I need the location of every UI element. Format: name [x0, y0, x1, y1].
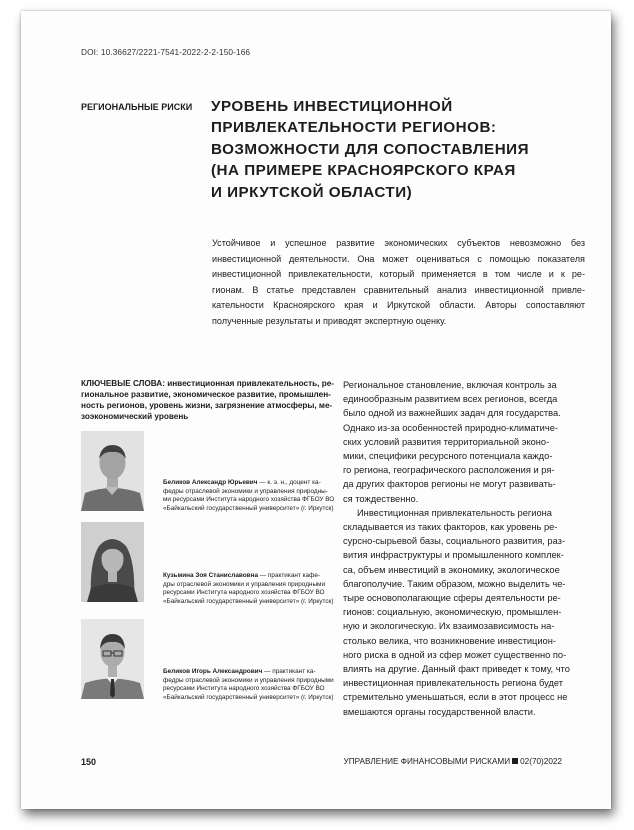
author-affiliation: — к. э. н., доцент ка-	[259, 479, 321, 486]
author-photo	[81, 619, 144, 699]
author-affiliation: федры отраслевой экономики и управления природными	[163, 676, 334, 684]
body-line: ного риска в одной из сфер может существенно по-	[343, 649, 567, 660]
keywords	[81, 378, 334, 422]
author-affiliation: — практикант ка-	[264, 668, 316, 675]
body-line: стремительно уменьшаться, если в этот процесс не	[343, 692, 568, 703]
body-line: ся тождественно.	[343, 493, 419, 504]
title-line: ПРИВЛЕКАТЕЛЬНОСТИ РЕГИОНОВ:	[211, 119, 497, 137]
article-body	[343, 378, 583, 719]
abstract-line: гионам. В статье представлен сравнительный анализ инвестиционной привле-	[212, 284, 585, 295]
author-photo	[81, 522, 144, 602]
author-affiliation: «Байкальский государственный университет» (г. Иркутск)	[163, 597, 334, 605]
abstract-line: инвестиционной привлекательности, который применяется в том числе и к ре-	[212, 269, 585, 279]
article-title	[211, 96, 571, 203]
body-line: тыре основополагающие сферы деятельности ре-	[343, 593, 561, 604]
body-line: сурсно-сырьевой базы, социального развития, раз-	[343, 536, 565, 547]
journal-issue: 02(70)2022	[520, 757, 562, 766]
body-line: да других факторов регионы не могут развивать-	[343, 479, 556, 490]
title-line: УРОВЕНЬ ИНВЕСТИЦИОННОЙ	[211, 98, 453, 115]
author-affiliation: ми ресурсами Института народного хозяйства ФГБОУ ВО	[163, 496, 335, 504]
body-line: Однако из-за особенностей природно-климатиче-	[343, 422, 558, 433]
body-line: ских условий развития территориальной эконо-	[343, 436, 550, 447]
author-affiliation: «Байкальский государственный университет» (г. Иркутск)	[163, 693, 334, 701]
keywords-line: гиональное развитие, экономическое развитие, промышлен-	[81, 390, 331, 399]
author-name: Беликов Александр Юрьевич	[163, 479, 258, 486]
doi: DOI: 10.36627/2221-7541-2022-2-2-150-166	[81, 47, 251, 57]
body-line: влиять на другие. Данный факт приведет к тому, что	[343, 664, 570, 675]
author-info	[163, 479, 335, 513]
abstract-line: кательности Красноярского края и Иркутской области. Авторы сопоставляют	[212, 300, 585, 310]
title-line: ВОЗМОЖНОСТИ ДЛЯ СОПОСТАВЛЕНИЯ	[211, 140, 529, 158]
body-line: столько велика, что возникновение инвестицион-	[343, 635, 556, 646]
body-line: единообразным развитием всех регионов, всегда	[343, 394, 558, 405]
body-line: инвестиционная привлекательность региона будет	[343, 678, 564, 689]
body-line: вмешаются органы государственной власти.	[343, 706, 536, 717]
abstract-line: полученные результаты и приводят экспертную оценку.	[212, 315, 447, 326]
author-affiliation: дры отраслевой экономики и управления природными	[163, 580, 326, 588]
body-line: са, объем инвестиций в экономику, экологическое	[343, 564, 560, 575]
journal-title: УПРАВЛЕНИЕ ФИНАНСОВЫМИ РИСКАМИ	[343, 757, 511, 766]
body-line: Инвестиционная привлекательность региона	[357, 507, 552, 518]
body-line: благополучие. Таким образом, можно выделить че-	[343, 578, 566, 589]
body-line: ную и экологическую. Их взаимозависимость на-	[343, 621, 555, 632]
body-line: было одной из важнейших задач для государства.	[343, 408, 561, 419]
title-line: (НА ПРИМЕРЕ КРАСНОЯРСКОГО КРАЯ	[211, 162, 516, 180]
body-line: гионов: социальную, экономическую, промышлен-	[343, 607, 562, 618]
keywords-line: зоэкономический уровень	[81, 412, 189, 421]
journal-footer	[344, 757, 562, 766]
journal-page	[21, 11, 611, 809]
author-affiliation: «Байкальский государственный университет» (г. Иркутск)	[163, 504, 334, 512]
abstract-line: инвестиционной деятельности. Она может оцениваться с помощью показателя	[212, 253, 585, 264]
keywords-line: ность регионов, уровень жизни, загрязнение атмосферы, ме-	[81, 401, 333, 410]
author-affiliation: — практикант кафе-	[259, 572, 321, 579]
section-label: РЕГИОНАЛЬНЫЕ РИСКИ	[81, 102, 193, 112]
square-icon	[512, 758, 518, 764]
abstract	[212, 236, 585, 329]
body-line: Региональное становление, включая контроль за	[343, 380, 557, 390]
author-info	[163, 572, 334, 606]
author-photo	[81, 431, 144, 511]
author-name: Кузьмина Зоя Станиславовна	[163, 572, 258, 579]
body-line: мики, специфики ресурсного потенциала каждо-	[343, 451, 553, 462]
page-number: 150	[81, 757, 97, 767]
body-line: складывается из таких факторов, как уровень ре-	[343, 522, 558, 533]
title-line: И ИРКУТСКОЙ ОБЛАСТИ)	[211, 183, 413, 201]
abstract-line: Устойчивое и успешное развитие экономических субъектов невозможно без	[212, 238, 585, 248]
body-line: вития инфраструктуры и промышленного комплек-	[343, 550, 564, 561]
author-name: Беликов Игорь Александрович	[163, 668, 263, 675]
author-info	[163, 668, 334, 702]
author-affiliation: ресурсами Института народного хозяйства ФГБОУ ВО	[163, 685, 325, 693]
author-affiliation: федры отраслевой экономики и управления природны-	[163, 487, 328, 495]
body-line: го региона, географического расположения и ря-	[343, 465, 555, 476]
keywords-line: КЛЮЧЕВЫЕ СЛОВА: инвестиционная привлекательность, ре-	[81, 379, 334, 388]
author-affiliation: ресурсами Института народного хозяйства ФГБОУ ВО	[163, 589, 325, 597]
